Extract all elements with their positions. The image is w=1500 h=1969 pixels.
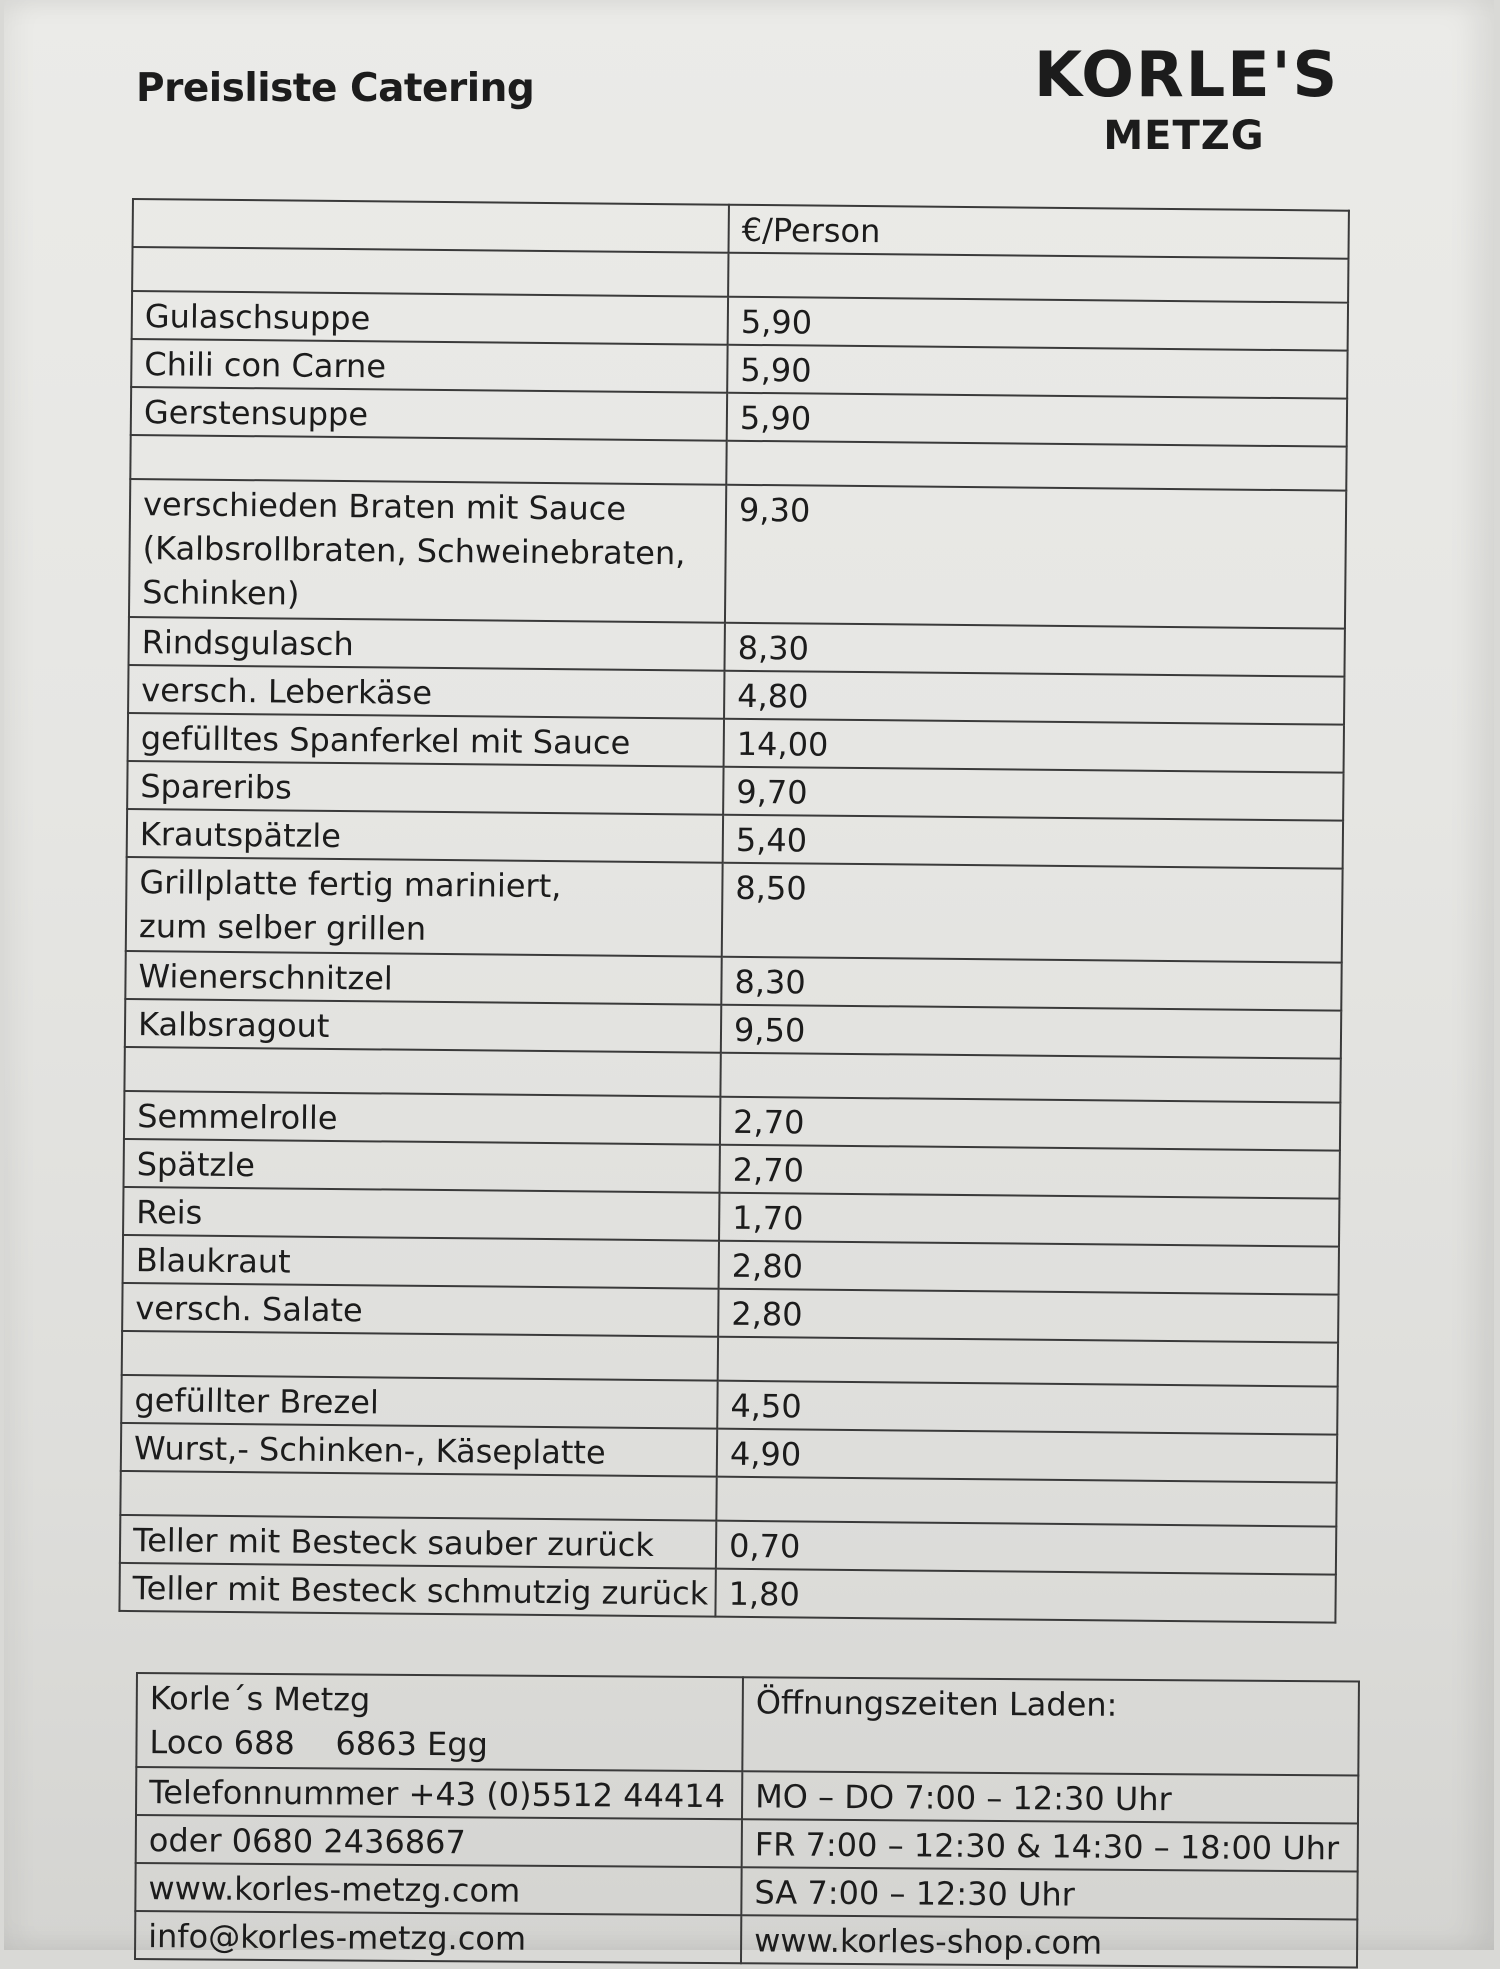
menu-item-price: 8,50 (722, 863, 1343, 963)
contact-info-table (134, 1672, 1360, 1969)
menu-item-name-line: Grillplatte fertig mariniert, (139, 863, 562, 906)
menu-item-name: Teller mit Besteck sauber zurück (120, 1515, 716, 1569)
menu-item-price: 1,70 (719, 1193, 1339, 1247)
logo-subtitle: METZG (1103, 113, 1265, 159)
info-row (136, 1767, 1358, 1824)
menu-item-price: 9,30 (725, 485, 1346, 629)
menu-item-price: 8,30 (724, 623, 1344, 677)
spacer-cell (122, 1331, 718, 1381)
menu-item-price: 9,50 (721, 1005, 1341, 1059)
shop-address: Loco 688 6863 Egg (149, 1723, 489, 1764)
menu-item-price: 4,80 (724, 671, 1344, 725)
logo-wordmark: KORLE'S (1034, 38, 1340, 111)
info-row-address (136, 1673, 1359, 1776)
menu-item-row (126, 857, 1343, 963)
menu-item-name: Wienerschnitzel (125, 951, 721, 1005)
menu-item-name: Krautspätzle (127, 809, 723, 863)
menu-item-price: 1,80 (715, 1569, 1335, 1623)
menu-item-name: Kalbsragout (125, 999, 721, 1053)
hours-sa: SA 7:00 – 12:30 Uhr (741, 1867, 1357, 1919)
menu-item-name (126, 857, 723, 957)
spacer-cell (718, 1337, 1338, 1387)
spacer-cell (726, 441, 1346, 491)
menu-item-name: versch. Leberkäse (128, 665, 724, 719)
menu-item-name: Rindsgulasch (129, 617, 725, 671)
menu-item-name: Teller mit Besteck schmutzig zurück (119, 1563, 715, 1617)
menu-item-name-line: Schinken) (142, 573, 300, 613)
menu-item-price: 9,70 (723, 767, 1343, 821)
menu-item-price: 4,90 (717, 1429, 1337, 1483)
menu-item-price: 2,80 (719, 1241, 1339, 1295)
price-table (118, 198, 1350, 1624)
menu-item-price: 5,90 (727, 345, 1347, 399)
phone-number: Telefonnummer +43 (0)5512 44414 (136, 1767, 742, 1819)
menu-item-price: 5,90 (728, 297, 1348, 351)
spacer-cell (124, 1047, 720, 1097)
spacer-cell (716, 1477, 1336, 1527)
menu-item-name: Blaukraut (123, 1235, 719, 1289)
menu-item-name: Chili con Carne (131, 339, 727, 393)
menu-item-row (129, 479, 1346, 629)
brand-logo (1034, 38, 1340, 159)
document-title: Preisliste Catering (136, 66, 535, 111)
menu-item-name: Spareribs (127, 761, 723, 815)
menu-item-name: Wurst,- Schinken-, Käseplatte (121, 1423, 717, 1477)
menu-item-name-line: verschieden Braten mit Sauce (142, 485, 627, 528)
paper-sheet (4, 0, 1494, 1962)
spacer-cell (130, 435, 726, 485)
menu-item-name: gefüllter Brezel (121, 1375, 717, 1429)
header-cell-price: €/Person (729, 205, 1349, 259)
menu-item-price: 2,70 (720, 1097, 1340, 1151)
menu-item-name: Gerstensuppe (131, 387, 727, 441)
header-cell-item (133, 199, 729, 253)
menu-item-name: Semmelrolle (124, 1091, 720, 1145)
opening-hours-heading: Öffnungszeiten Laden: (742, 1677, 1359, 1775)
hours-mo-do: MO – DO 7:00 – 12:30 Uhr (742, 1771, 1358, 1823)
menu-item-name: gefülltes Spanferkel mit Sauce (128, 713, 724, 767)
menu-item-name-line: (Kalbsrollbraten, Schweinebraten, (142, 529, 686, 573)
mobile-number: oder 0680 2436867 (136, 1815, 742, 1867)
menu-item-name-line: zum selber grillen (138, 907, 427, 948)
email-link[interactable]: info@korles-metzg.com (135, 1911, 741, 1963)
menu-item-name (129, 479, 726, 623)
shop-name: Korle´s Metzg (149, 1679, 371, 1719)
address-cell (136, 1673, 743, 1771)
menu-item-price: 5,90 (727, 393, 1347, 447)
hours-fr: FR 7:00 – 12:30 & 14:30 – 18:00 Uhr (742, 1819, 1358, 1871)
menu-item-name: Reis (123, 1187, 719, 1241)
menu-item-price: 8,30 (721, 957, 1341, 1011)
menu-item-name: Spätzle (124, 1139, 720, 1193)
info-row (135, 1911, 1357, 1968)
spacer-cell (132, 247, 728, 297)
menu-item-name: Gulaschsuppe (132, 291, 728, 345)
shop-website-link[interactable]: www.korles-shop.com (741, 1915, 1357, 1967)
menu-item-name: versch. Salate (122, 1283, 718, 1337)
menu-item-price: 0,70 (716, 1521, 1336, 1575)
spacer-cell (728, 253, 1348, 303)
menu-item-price: 2,80 (718, 1289, 1338, 1343)
menu-item-price: 4,50 (717, 1381, 1337, 1435)
menu-item-row (119, 1563, 1335, 1623)
menu-item-price: 2,70 (719, 1145, 1339, 1199)
info-row (135, 1863, 1357, 1920)
website-link[interactable]: www.korles-metzg.com (135, 1863, 741, 1915)
spacer-cell (120, 1471, 716, 1521)
spacer-cell (720, 1053, 1340, 1103)
menu-item-price: 14,00 (724, 719, 1344, 773)
info-row (136, 1815, 1358, 1872)
menu-item-price: 5,40 (723, 815, 1343, 869)
